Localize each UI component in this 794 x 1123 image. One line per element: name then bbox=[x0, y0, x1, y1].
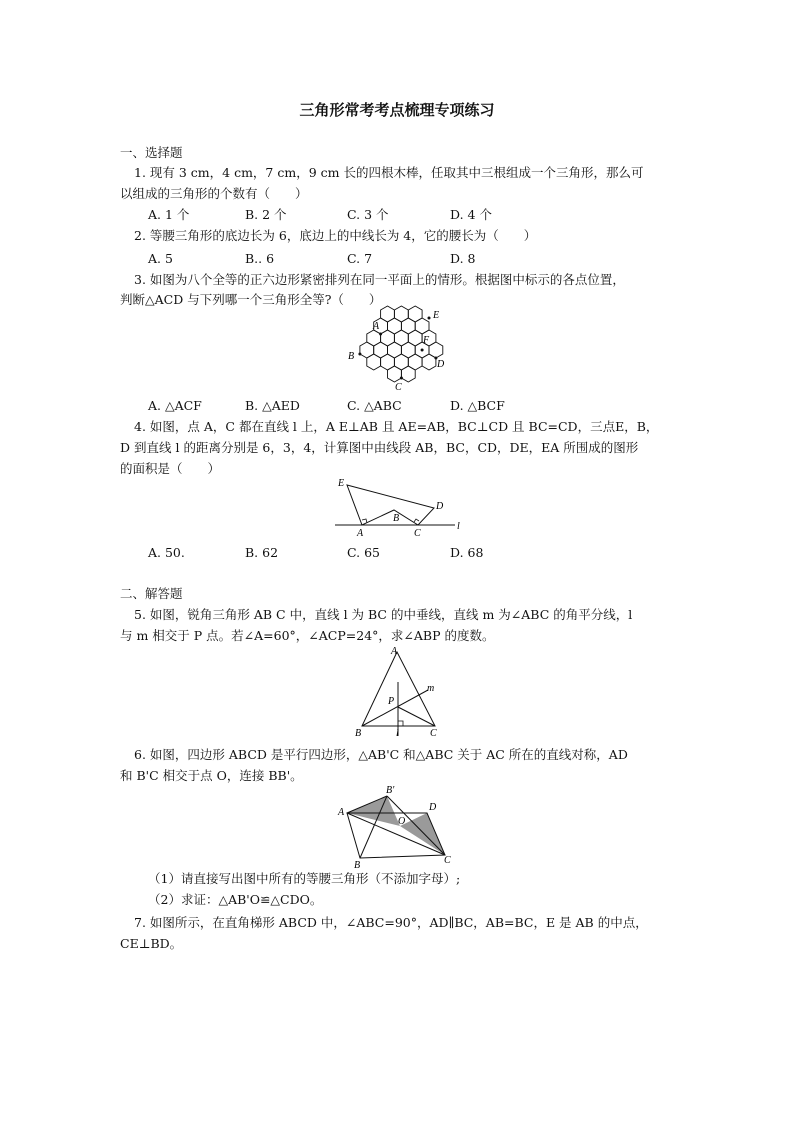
option-a: A. △ACF bbox=[148, 398, 202, 413]
question-7-text: 7. 如图所示，在直角梯形 ABCD 中，∠ABC=90°，AD∥BC，AB=BC，E 是 AB 的中点， bbox=[134, 915, 648, 930]
label-l: l bbox=[396, 728, 399, 739]
label-e: E bbox=[338, 478, 345, 489]
question-5-figure bbox=[350, 644, 450, 740]
question-5-text-cont: 与 m 相交于 P 点。若∠A=60°，∠ACP=24°，求∠ABP 的度数。 bbox=[120, 628, 495, 643]
question-4-text-cont2: 的面积是（ ） bbox=[120, 461, 221, 476]
question-1-text: 1. 现有 3 cm，4 cm，7 cm，9 cm 长的四根木棒，任取其中三根组成一个三角形，那么可 bbox=[134, 165, 644, 180]
question-6-figure bbox=[335, 783, 460, 868]
question-3-text: 3. 如图为八个全等的正六边形紧密排列在同一平面上的情形。根据图中标示的各点位置， bbox=[134, 272, 625, 287]
label-d: D bbox=[436, 501, 444, 512]
question-6-sub-2: （2）求证：△AB'O≌△CDO。 bbox=[148, 892, 323, 907]
question-1-text-cont: 以组成的三角形的个数有（ ） bbox=[120, 186, 308, 201]
label-e: E bbox=[433, 310, 440, 321]
option-c: C. 65 bbox=[347, 545, 380, 560]
option-a: A. 50. bbox=[148, 545, 185, 560]
page-title: 三角形常考考点梳理专项练习 bbox=[299, 101, 495, 119]
option-c: C. △ABC bbox=[347, 398, 402, 413]
hexagon-figure bbox=[340, 305, 450, 397]
label-p: P bbox=[388, 696, 395, 707]
question-2-text: 2. 等腰三角形的底边长为 6，底边上的中线长为 4，它的腰长为（ ） bbox=[134, 228, 537, 243]
label-b-prime: B' bbox=[386, 785, 395, 796]
label-m: m bbox=[427, 683, 435, 694]
option-a: A. 1 个 bbox=[148, 207, 190, 222]
point-c bbox=[400, 377, 403, 380]
section-heading-answer: 二、解答题 bbox=[120, 586, 183, 601]
label-c: C bbox=[414, 528, 421, 539]
question-3-text-cont: 判断△ACD 与下列哪一个三角形全等?（ ） bbox=[120, 292, 382, 307]
label-a: A bbox=[391, 646, 398, 657]
right-angle-mark bbox=[398, 721, 403, 726]
line-m bbox=[362, 690, 428, 726]
label-d: D bbox=[437, 359, 445, 370]
option-d: D. 68 bbox=[450, 545, 484, 560]
label-c: C bbox=[430, 728, 437, 739]
question-7-text-cont: CE⊥BD。 bbox=[120, 936, 183, 951]
option-d: D. △BCF bbox=[450, 398, 505, 413]
question-6-sub-1: （1）请直接写出图中所有的等腰三角形（不添加字母）; bbox=[148, 871, 461, 886]
label-d: D bbox=[429, 802, 437, 813]
label-c: C bbox=[444, 855, 451, 866]
label-l: l bbox=[457, 521, 460, 532]
question-4-text: 4. 如图，点 A，C 都在直线 l 上，A E⊥AB 且 AE=AB，BC⊥CD 且 BC=CD，三点E，B， bbox=[134, 419, 659, 434]
point-f bbox=[421, 349, 424, 352]
option-d: D. 8 bbox=[450, 251, 476, 266]
segment-pc bbox=[398, 707, 435, 726]
option-b: B. △AED bbox=[245, 398, 300, 413]
label-a: A bbox=[373, 321, 380, 332]
question-4-text-cont: D 到直线 l 的距离分别是 6，3，4，计算图中由线段 AB，BC，CD，DE，EA 所围成的图形 bbox=[120, 440, 639, 455]
label-b: B bbox=[348, 351, 355, 362]
label-b: B bbox=[355, 728, 362, 739]
label-b: B bbox=[354, 860, 361, 868]
label-c: C bbox=[395, 382, 402, 393]
option-c: C. 7 bbox=[347, 251, 373, 266]
question-6-text-cont: 和 B'C 相交于点 O，连接 BB'。 bbox=[120, 768, 303, 783]
label-f: F bbox=[423, 335, 430, 346]
point-b bbox=[358, 353, 361, 356]
question-6-text: 6. 如图，四边形 ABCD 是平行四边形，△AB'C 和△ABC 关于 AC 所在的直线对称，AD bbox=[134, 747, 628, 762]
label-o: O bbox=[398, 816, 406, 827]
option-b: B. 2 个 bbox=[245, 207, 287, 222]
question-5-text: 5. 如图，锐角三角形 AB C 中，直线 l 为 BC 的中垂线，直线 m 为∠ABC 的角平分线，l bbox=[134, 607, 633, 622]
option-a: A. 5 bbox=[148, 251, 173, 266]
point-e bbox=[428, 317, 431, 320]
right-angle-c bbox=[414, 519, 419, 522]
point-a bbox=[379, 333, 382, 336]
label-b: B bbox=[393, 513, 400, 524]
label-a: A bbox=[357, 528, 364, 539]
section-heading-choice: 一、选择题 bbox=[120, 145, 183, 160]
question-4-figure bbox=[330, 475, 465, 545]
label-a: A bbox=[338, 807, 345, 818]
pentagon-outline bbox=[347, 485, 434, 525]
option-b: B. 62 bbox=[245, 545, 279, 560]
right-angle-a bbox=[362, 519, 367, 523]
option-d: D. 4 个 bbox=[450, 207, 492, 222]
segment-b-prime-c bbox=[387, 796, 445, 855]
option-c: C. 3 个 bbox=[347, 207, 389, 222]
option-b: B.. 6 bbox=[245, 251, 275, 266]
